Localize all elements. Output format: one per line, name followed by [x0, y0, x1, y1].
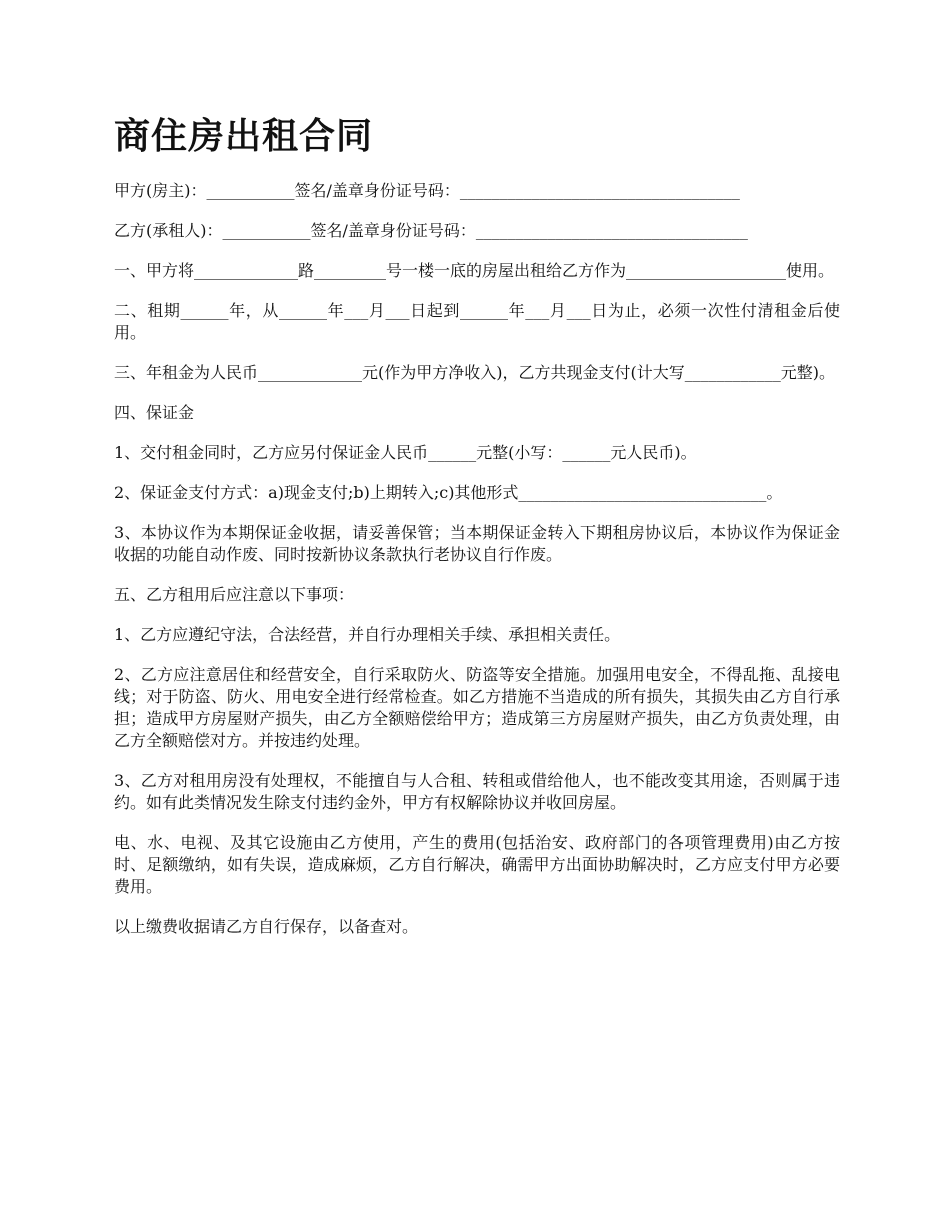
notice-item-2: 2、乙方应注意居住和经营安全，自行采取防火、防盗等安全措施。加强用电安全，不得乱拖、乱接电线；对于防盗、防火、用电安全进行经常检查。如乙方措施不当造成的所有损失，其损失由乙方自行承担；造成甲方房屋财产损失，由乙方全额赔偿给甲方；造成第三方房屋财产损失，由乙方负责处理，由乙方全额赔偿对方。并按违约处理。 [114, 665, 840, 750]
receipt-note: 以上缴费收据请乙方自行保存，以备查对。 [114, 917, 419, 936]
document-page [114, 112, 840, 956]
clause-3-rent: 三、年租金为人民币_____________元(作为甲方净收入)，乙方共现金支付(计大写____________元整)。 [114, 363, 835, 382]
clause-1-premises: 一、甲方将_____________路_________号一楼一底的房屋出租给乙方作为____________________使用。 [114, 261, 835, 280]
party-b-line: 乙方(承租人)：___________签名/盖章身份证号码：__________________________________ [114, 221, 748, 240]
notice-item-3: 3、乙方对租用房没有处理权，不能擅自与人合租、转租或借给他人，也不能改变其用途，否则属于违约。如有此类情况发生除支付违约金外，甲方有权解除协议并收回房屋。 [114, 771, 840, 812]
party-a-line: 甲方(房主)：___________签名/盖章身份证号码：___________________________________ [114, 181, 740, 200]
utilities-paragraph: 电、水、电视、及其它设施由乙方使用，产生的费用(包括治安、政府部门的各项管理费用)由乙方按时、足额缴纳，如有失误，造成麻烦，乙方自行解决，确需甲方出面协助解决时，乙方应支付甲方必要费用。 [114, 833, 840, 896]
notice-item-1: 1、乙方应遵纪守法，合法经营，并自行办理相关手续、承担相关责任。 [114, 625, 621, 644]
document-title: 商住房出租合同 [114, 115, 374, 157]
deposit-item-3: 3、本协议作为本期保证金收据，请妥善保管；当本期保证金转入下期租房协议后，本协议作为保证金收据的功能自动作废、同时按新协议条款执行老协议自行作废。 [114, 523, 840, 564]
clause-2-term: 二、租期______年，从______年___月___日起到______年___月___日为止，必须一次性付清租金后使用。 [114, 301, 840, 342]
deposit-item-2: 2、保证金支付方式：a)现金支付;b)上期转入;c)其他形式_______________________________。 [114, 483, 783, 502]
deposit-item-1: 1、交付租金同时，乙方应另付保证金人民币______元整(小写：______元人民币)。 [114, 443, 697, 462]
section-5-heading: 五、乙方租用后应注意以下事项： [114, 585, 355, 604]
section-4-heading: 四、保证金 [114, 403, 195, 422]
